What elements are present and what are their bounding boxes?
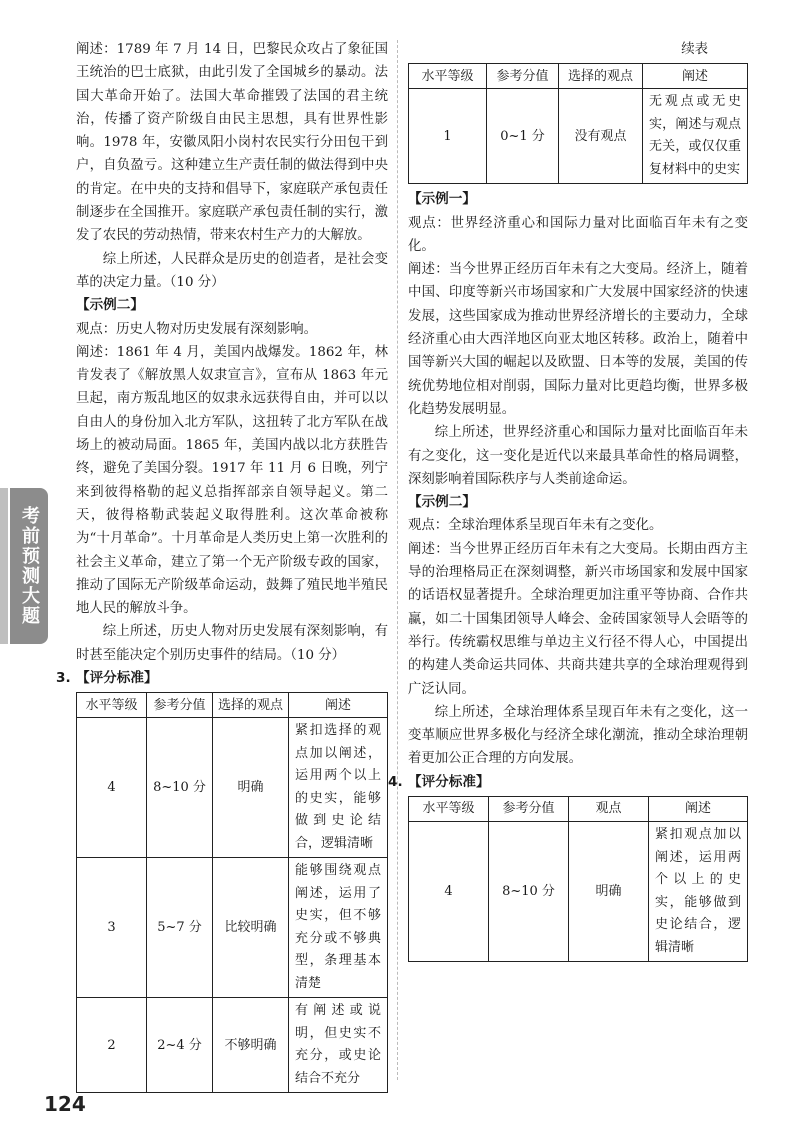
table-cell: 明确 bbox=[213, 718, 289, 858]
table-cell: 能够围绕观点阐述，运用了史实，但不够充分或不够典型，条理基本清楚 bbox=[289, 858, 388, 998]
scoring-table-continued bbox=[408, 63, 748, 184]
left-column bbox=[56, 38, 388, 1097]
table-cell: 2~4 分 bbox=[147, 998, 213, 1093]
table-header-cell: 水平等级 bbox=[77, 693, 147, 718]
table-header-cell: 水平等级 bbox=[409, 64, 487, 89]
scoring-table bbox=[408, 796, 748, 962]
table-cell: 紧扣观点加以阐述，运用两个以上的史实，能够做到史论结合，逻辑清晰 bbox=[649, 822, 748, 962]
continued-label: 续表 bbox=[681, 42, 708, 57]
example-tag: 【示例二】 bbox=[408, 494, 476, 511]
side-tab-strip bbox=[0, 488, 8, 644]
table-header-cell: 阐述 bbox=[649, 797, 748, 822]
question-header bbox=[388, 771, 748, 794]
paragraph: 阐述：1861 年 4 月，美国内战爆发。1862 年，林肯发表了《解放黑人奴隶宣言》，宣布从 1863 年元旦起，南方叛乱地区的奴隶永远获得自由，并可以以自由人的身份加入北方军队，这扭转了北方军队在战场上的被动局面。1865 年，美国内战以北方获胜告终，避免了美国分裂。1917 年 11 月 6 日晚，列宁来到彼得格勒的起义总指挥部亲自领导起义。第二天，彼得格勒武装起义取得胜利。这次革命被称为“十月革命”。十月革命是人类历史上第一次胜利的社会主义革命，建立了第一个无产阶级专政的国家，推动了国际无产阶级革命运动，鼓舞了殖民地半殖民地人民的解放斗争。 bbox=[76, 344, 388, 617]
column-divider bbox=[397, 40, 398, 1080]
section-side-tab bbox=[10, 488, 48, 644]
table-row bbox=[409, 89, 748, 184]
table-header-cell: 阐述 bbox=[289, 693, 388, 718]
right-column bbox=[388, 38, 748, 966]
table-cell: 8~10 分 bbox=[489, 822, 569, 962]
question-header bbox=[56, 667, 388, 690]
summary-paragraph: 综上所述，人民群众是历史的创造者，是社会变革的决定力量。（10 分） bbox=[76, 251, 388, 290]
table-header-cell: 阐述 bbox=[643, 64, 748, 89]
summary-paragraph: 综上所述，历史人物对历史发展有深刻影响，有时甚至能决定个别历史事件的结局。（10 分） bbox=[76, 624, 388, 663]
question-number: 4. bbox=[388, 773, 403, 790]
table-header-cell: 参考分值 bbox=[147, 693, 213, 718]
scoring-tag: 【评分标准】 bbox=[408, 773, 490, 790]
table-cell: 有阐述或说明，但史实不充分，或史论结合不充分 bbox=[289, 998, 388, 1093]
table-header-cell: 选择的观点 bbox=[559, 64, 643, 89]
table-cell: 3 bbox=[77, 858, 147, 998]
table-header-cell: 参考分值 bbox=[487, 64, 559, 89]
side-tab-label: 考前预测大题 bbox=[19, 506, 40, 626]
table-cell: 紧扣选择的观点加以阐述，运用两个以上的史实，能够做到史论结合，逻辑清晰 bbox=[289, 718, 388, 858]
table-row bbox=[77, 718, 388, 858]
viewpoint: 观点：历史人物对历史发展有深刻影响。 bbox=[76, 321, 318, 337]
table-header-cell: 选择的观点 bbox=[213, 693, 289, 718]
viewpoint: 观点：全球治理体系呈现百年未有之变化。 bbox=[408, 518, 663, 534]
table-cell: 0~1 分 bbox=[487, 89, 559, 184]
table-cell: 没有观点 bbox=[559, 89, 643, 184]
scoring-table bbox=[76, 692, 388, 1093]
question-number: 3. bbox=[56, 670, 71, 687]
table-cell: 无观点或无史实，阐述与观点无关，或仅仅重复材料中的史实 bbox=[643, 89, 748, 184]
table-row bbox=[77, 858, 388, 998]
paragraph: 阐述：当今世界正经历百年未有之大变局。经济上，随着中国、印度等新兴市场国家和广大发展中国家经济的快速发展，这些国家成为推动世界经济增长的主要动力，全球经济重心由大西洋地区向亚太地区转移。政治上，随着中国等新兴大国的崛起以及欧盟、日本等的发展，美国的传统优势地位相对削弱，国际力量对比更趋均衡，世界多极化趋势发展明显。 bbox=[408, 262, 748, 417]
table-header-row bbox=[77, 693, 388, 718]
scoring-tag: 【评分标准】 bbox=[76, 670, 158, 687]
table-row bbox=[77, 998, 388, 1093]
table-cell: 5~7 分 bbox=[147, 858, 213, 998]
summary-paragraph: 综上所述，全球治理体系呈现百年未有之变化，这一变革顺应世界多极化与经济全球化潮流，推动全球治理朝着更加公正合理的方向发展。 bbox=[408, 704, 748, 767]
paragraph: 阐述：当今世界正经历百年未有之大变局。长期由西方主导的治理格局正在深刻调整，新兴市场国家和发展中国家的话语权显著提升。全球治理更加注重平等协商、合作共赢，如二十国集团领导人峰会、金砖国家领导人会晤等的举行。传统霸权思维与单边主义行径不得人心，中国提出的构建人类命运共同体、共商共建共享的全球治理观得到广泛认同。 bbox=[408, 541, 748, 697]
table-cell: 比较明确 bbox=[213, 858, 289, 998]
example-tag: 【示例二】 bbox=[76, 297, 144, 314]
table-cell: 1 bbox=[409, 89, 487, 184]
table-header-cell: 水平等级 bbox=[409, 797, 489, 822]
table-cell: 8~10 分 bbox=[147, 718, 213, 858]
table-cell: 4 bbox=[77, 718, 147, 858]
table-cell: 明确 bbox=[569, 822, 649, 962]
table-cell: 不够明确 bbox=[213, 998, 289, 1093]
table-header-row bbox=[409, 64, 748, 89]
example-tag: 【示例一】 bbox=[408, 191, 476, 208]
viewpoint: 观点：世界经济重心和国际力量对比面临百年未有之变化。 bbox=[408, 215, 748, 254]
table-header-cell: 参考分值 bbox=[489, 797, 569, 822]
table-cell: 4 bbox=[409, 822, 489, 962]
paragraph: 阐述：1789 年 7 月 14 日，巴黎民众攻占了象征国王统治的巴士底狱，由此引发了全国城乡的暴动。法国大革命开始了。法国大革命摧毁了法国的君主统治，传播了资产阶级自由民主思想，具有世界性影响。1978 年，安徽凤阳小岗村农民实行分田包干到户，自负盈亏。这种建立生产责任制的做法得到中央的肯定。在中央的支持和倡导下，家庭联产承包责任制逐步在全国推开。家庭联产承包责任制的实行，激发了农民的劳动热情，带来农村生产力的大解放。 bbox=[76, 42, 388, 244]
table-header-cell: 观点 bbox=[569, 797, 649, 822]
table-header-row bbox=[409, 797, 748, 822]
summary-paragraph: 综上所述，世界经济重心和国际力量对比面临百年未有之变化，这一变化是近代以来最具革命性的格局调整，深刻影响着国际秩序与人类前途命运。 bbox=[408, 425, 748, 487]
table-cell: 2 bbox=[77, 998, 147, 1093]
page-number: 124 bbox=[44, 1092, 86, 1116]
table-row bbox=[409, 822, 748, 962]
